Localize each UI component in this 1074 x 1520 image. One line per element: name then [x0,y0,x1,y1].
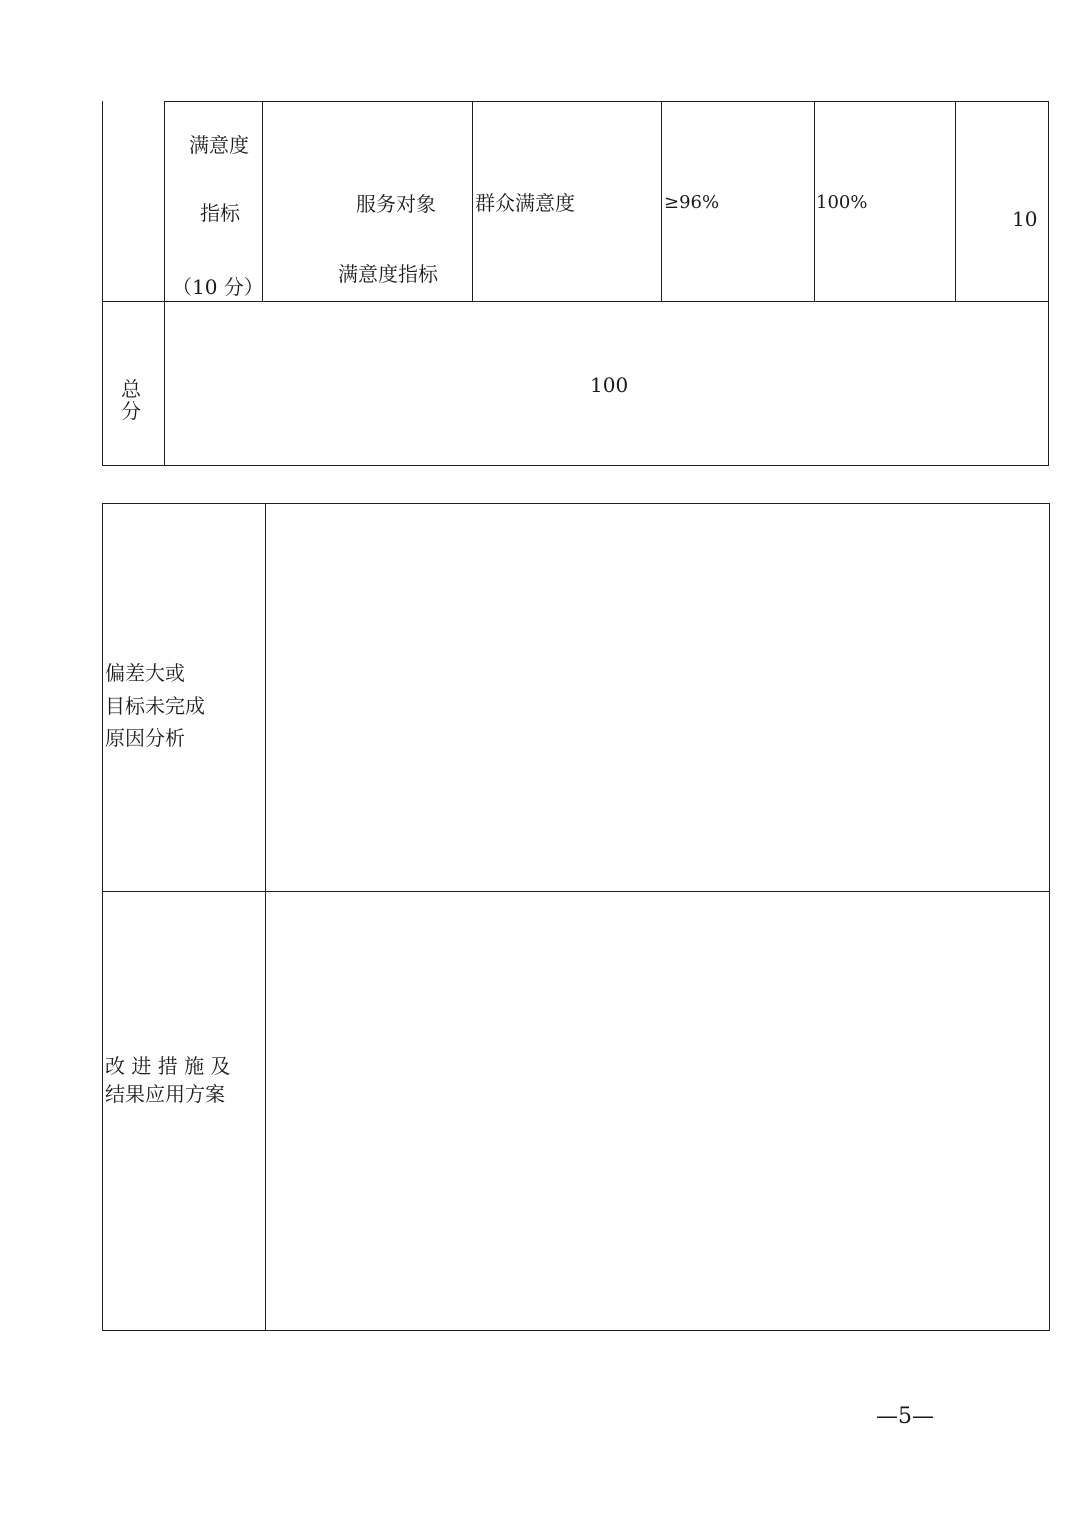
table1-col6-border [955,101,956,302]
indicator-cell: 群众满意度 [475,191,575,215]
deviation-label-line3: 原因分析 [105,726,185,750]
category-cell-line1: 满意度 [189,133,249,157]
table1-col4-border [661,101,662,302]
table2-left-border [102,503,103,1331]
table2-bottom-border [102,1330,1050,1331]
category-cell-line3: （10 分） [172,275,264,299]
deviation-label-line1: 偏差大或 [105,661,185,685]
page-number: —5— [876,1404,934,1429]
table1-col2-border [262,101,263,302]
table1-col5-border [814,101,815,302]
deviation-label-line2: 目标未完成 [105,694,205,718]
table2-top-border [102,503,1050,504]
table1-col3-border [472,101,473,302]
total-label: 总分 [121,377,141,423]
improvement-content-cell [272,898,1042,1324]
improvement-label-line2: 结果应用方案 [105,1082,225,1106]
subcategory-cell-line1: 服务对象 [356,192,436,216]
target-value-cell: ≥96% [664,192,720,213]
table1-right-border [1048,101,1049,466]
table1-top-border [164,101,1049,102]
total-value: 100 [590,373,629,397]
deviation-content-cell [272,510,1042,886]
actual-value-cell: 100% [816,192,868,213]
table2-right-border [1049,503,1050,1331]
table1-left-border [102,101,103,466]
table1-bottom-border [102,465,1049,466]
table2-mid-border [102,891,1050,892]
subcategory-cell-line2: 满意度指标 [338,262,438,286]
improvement-label-line1: 改 进 措 施 及 [105,1054,231,1078]
table2-col1-border [265,503,266,1331]
table1-col1-border [164,101,165,466]
score-cell: 10 [1012,207,1038,231]
table1-mid-border [102,301,1049,302]
category-cell-line2: 指标 [200,201,240,225]
